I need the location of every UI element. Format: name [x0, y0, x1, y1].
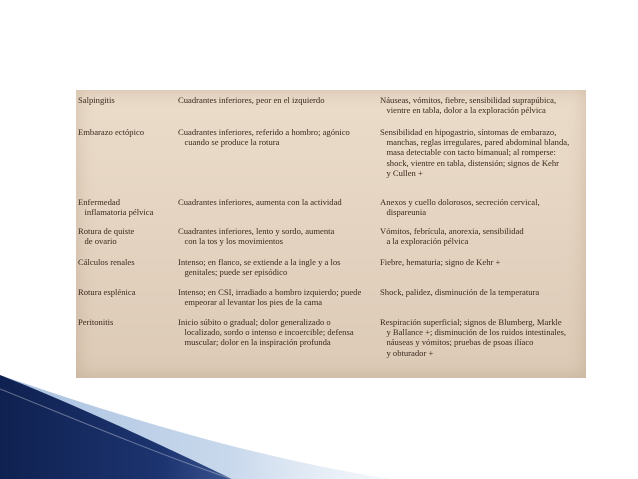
pain-location-cell: Cuadrantes inferiores, referido a hombro; agónico cuando se produce la rotura: [178, 127, 350, 148]
pain-location-cell: Intenso; en flanco, se extiende a la ingle y a los genitales; puede ser episódico: [178, 257, 341, 278]
findings-cell: Vómitos, febrícula, anorexia, sensibilidad a la exploración pélvica: [380, 226, 524, 247]
condition-cell: Cálculos renales: [78, 257, 135, 267]
decorative-swoosh: [0, 375, 638, 479]
findings-cell: Shock, palidez, disminución de la temperatura: [380, 287, 540, 297]
findings-cell: Fiebre, hematuria; signo de Kehr +: [380, 257, 501, 267]
dark-blue-wedge: [0, 375, 232, 479]
findings-cell: Sensibilidad en hipogastrio, síntomas de embarazo, manchas, reglas irregulares, pared abdominal blanda, masa detectable con tacto bimanual; al romperse: shock, vientre en tabla, distensión; signos de Kehr y Cullen +: [380, 127, 570, 178]
condition-cell: Embarazo ectópico: [78, 127, 145, 137]
condition-cell: Rotura esplénica: [78, 287, 136, 297]
pain-location-cell: Cuadrantes inferiores, aumenta con la actividad: [178, 197, 342, 207]
pain-location-cell: Inicio súbito o gradual; dolor generalizado o localizado, sordo o intenso e incoercible; defensa muscular; dolor en la inspiración profunda: [178, 317, 354, 348]
table-photo: [76, 90, 586, 378]
pain-location-cell: Cuadrantes inferiores, lento y sordo, aumenta con la tos y los movimientos: [178, 226, 335, 247]
condition-cell: Enfermedad inflamatoria pélvica: [78, 197, 154, 218]
findings-cell: Náuseas, vómitos, fiebre, sensibilidad suprapúbica, vientre en tabla, dolor a la exploración pélvica: [380, 95, 557, 116]
pain-location-cell: Cuadrantes inferiores, peor en el izquierdo: [178, 95, 325, 105]
condition-cell: Peritonitis: [78, 317, 114, 327]
findings-cell: Respiración superficial; signos de Blumberg, Markle y Ballance +; disminución de los ruidos intestinales, náuseas y vómitos; pruebas de psoas ilíaco y obturador +: [380, 317, 567, 358]
pain-location-cell: Intenso; en CSI, irradiado a hombro izquierdo; puede empeorar al levantar los pies de la cama: [178, 287, 362, 308]
findings-cell: Anexos y cuello dolorosos, secreción cervical, dispareunia: [380, 197, 540, 218]
condition-cell: Rotura de quiste de ovario: [78, 226, 135, 247]
condition-cell: Salpingitis: [78, 95, 115, 105]
